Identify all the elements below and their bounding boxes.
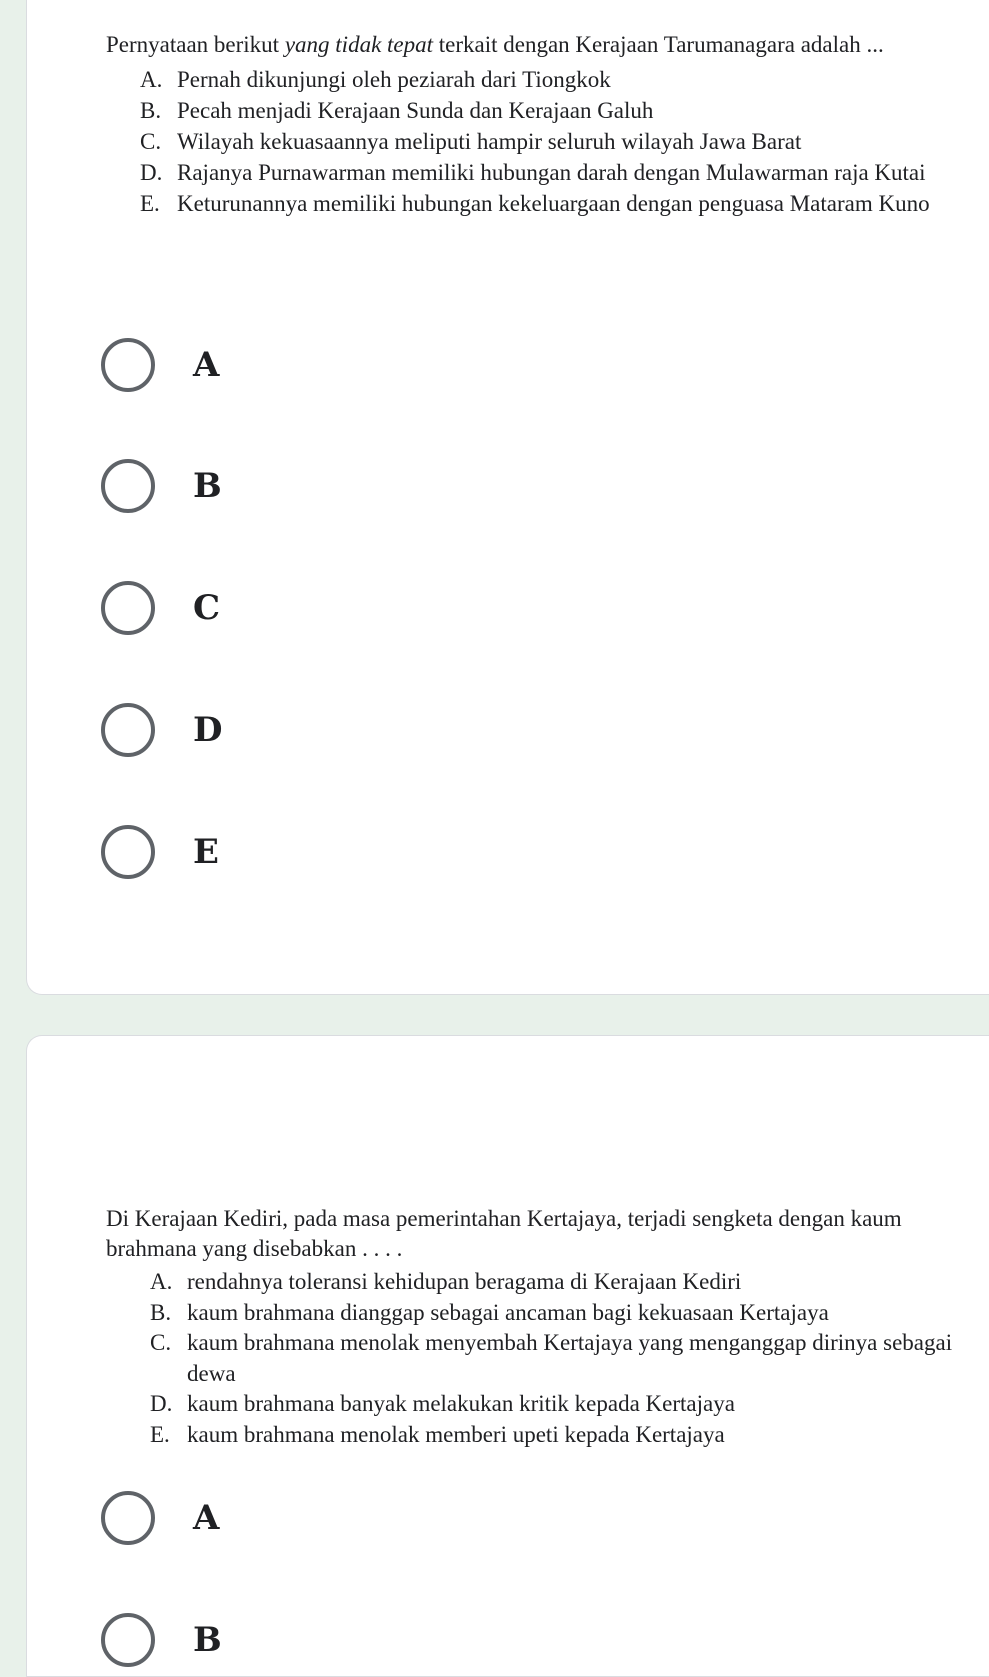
radio-button[interactable]	[101, 1613, 155, 1667]
question-1-option-b: B. Pecah menjadi Kerajaan Sunda dan Kerajaan Galuh	[140, 98, 654, 123]
question-2-option-e: E. kaum brahmana menolak memberi upeti kepada Kertajaya	[150, 1421, 725, 1447]
answer-choice-label: B	[193, 1620, 222, 1660]
radio-button[interactable]	[101, 825, 155, 879]
radio-button[interactable]	[101, 703, 155, 757]
radio-button[interactable]	[101, 581, 155, 635]
question-2-option-d: D. kaum brahmana banyak melakukan kritik kepada Kertajaya	[150, 1391, 735, 1416]
answer-choice-b[interactable]	[101, 1608, 401, 1672]
question-1-option-d: D. Rajanya Purnawarman memiliki hubungan darah dengan Mulawarman raja Kutai	[140, 160, 926, 185]
answer-choice-label: A	[193, 345, 220, 385]
question-1-option-e: E. Keturunannya memiliki hubungan kekeluargaan dengan penguasa Mataram Kuno	[140, 191, 930, 216]
answer-choice-c[interactable]	[101, 576, 401, 640]
question-2-option-c: C. kaum brahmana menolak menyembah Kertajaya yang menganggap dirinya sebagai dewa	[150, 1330, 953, 1386]
question-card-1	[26, 0, 989, 995]
radio-button[interactable]	[101, 1491, 155, 1545]
radio-button[interactable]	[101, 459, 155, 513]
radio-button[interactable]	[101, 338, 155, 392]
question-1-stem: Pernyataan berikut yang tidak tepat terkait dengan Kerajaan Tarumanagara adalah ...	[106, 32, 884, 57]
question-2-option-list	[150, 1267, 970, 1450]
answer-choice-label: B	[193, 466, 222, 506]
answer-choice-label: A	[193, 1498, 220, 1538]
question-1-option-a: A. Pernah dikunjungi oleh peziarah dari Tiongkok	[140, 67, 611, 92]
answer-choice-label: D	[193, 710, 223, 750]
answer-choice-b[interactable]	[101, 454, 401, 518]
answer-choice-label: C	[193, 588, 221, 628]
answer-choice-a[interactable]	[101, 1486, 401, 1550]
question-2-stem: Di Kerajaan Kediri, pada masa pemerintahan Kertajaya, terjadi sengketa dengan kaum brahmana yang disebabkan . . . .	[106, 1206, 902, 1261]
question-card-2	[26, 1035, 989, 1677]
question-1-option-list	[140, 64, 980, 219]
answer-choice-a[interactable]	[101, 333, 401, 397]
question-2-option-a: A. rendahnya toleransi kehidupan beragama di Kerajaan Kediri	[150, 1269, 742, 1294]
question-1-option-c: C. Wilayah kekuasaannya meliputi hampir seluruh wilayah Jawa Barat	[140, 129, 802, 154]
answer-choice-e[interactable]	[101, 820, 401, 884]
answer-choice-label: E	[193, 832, 219, 872]
answer-choice-d[interactable]	[101, 698, 401, 762]
question-2-option-b: B. kaum brahmana dianggap sebagai ancaman bagi kekuasaan Kertajaya	[150, 1299, 829, 1325]
